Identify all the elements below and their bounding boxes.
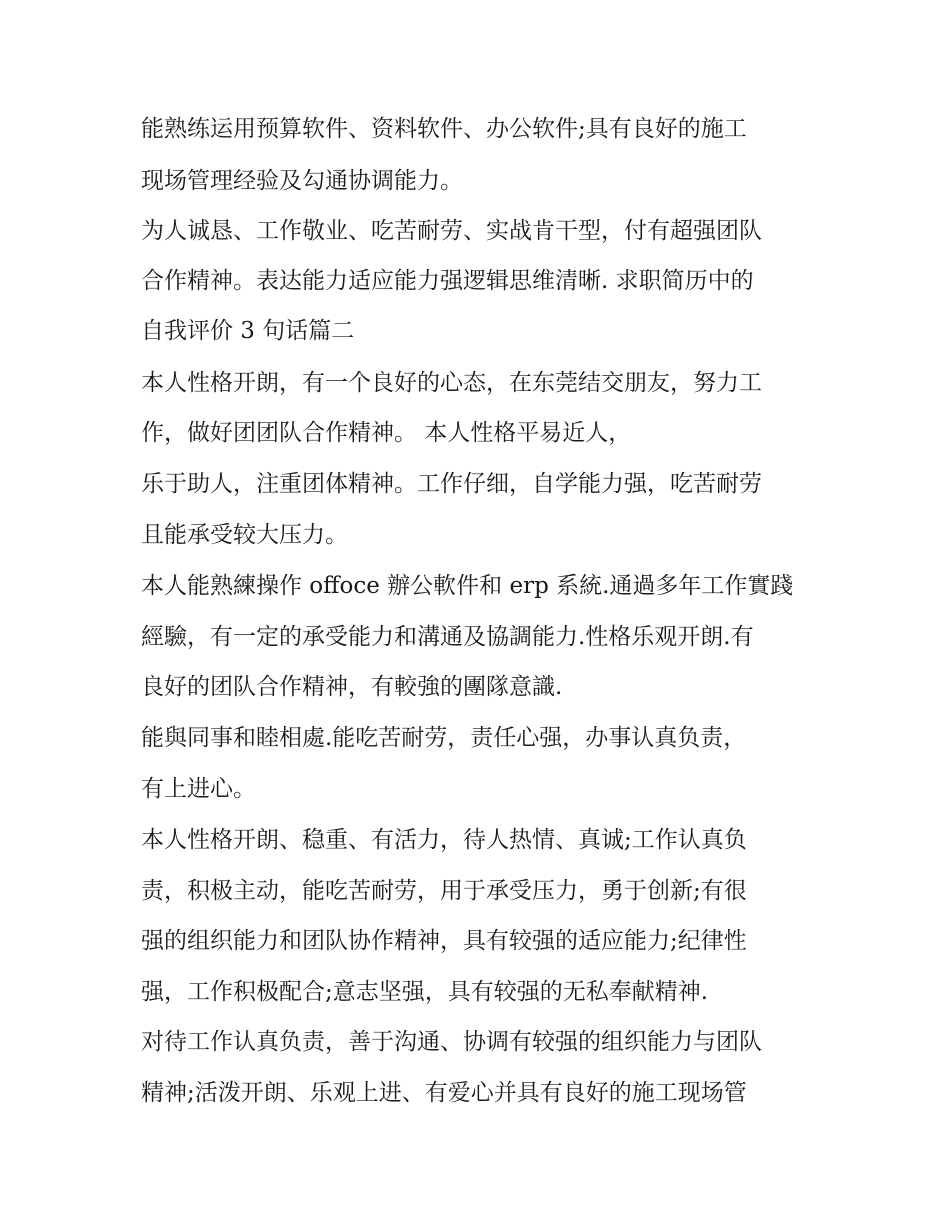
text-line: 有上进心。 bbox=[141, 776, 256, 802]
text-line: 强的组织能力和团队协作精神，具有较强的适应能力;纪律性 bbox=[141, 928, 747, 954]
text-line: 作，做好团团队合作精神。 本人性格平易近人， bbox=[141, 420, 632, 446]
text-line: 责，积极主动，能吃苦耐劳，用于承受压力，勇于创新;有很 bbox=[141, 878, 747, 904]
text-line: 乐于助人，注重团体精神。工作仔细，自学能力强，吃苦耐劳 bbox=[141, 471, 762, 497]
text-line: 精神;活泼开朗、乐观上进、有爱心并具有良好的施工现场管 bbox=[141, 1080, 747, 1106]
text-line: 本人性格开朗、稳重、有活力，待人热情、真诚;工作认真负 bbox=[141, 827, 747, 853]
text-line: 能熟练运用预算软件、资料软件、办公软件;具有良好的施工 bbox=[141, 116, 747, 142]
text-line: 能與同事和睦相處.能吃苦耐劳，责任心强，办事认真负责， bbox=[141, 725, 747, 751]
text-line: 自我评价 3 句话篇二 bbox=[141, 318, 355, 344]
text-line: 且能承受较大压力。 bbox=[141, 522, 348, 548]
text-line: 对待工作认真负责，善于沟通、协调有较强的组织能力与团队 bbox=[141, 1029, 762, 1055]
text-line: 良好的团队合作精神，有較強的團隊意識. bbox=[141, 674, 563, 700]
text-line: 强，工作积极配合;意志坚强，具有较强的无私奉献精神. bbox=[141, 979, 709, 1005]
text-line: 为人诚恳、工作敬业、吃苦耐劳、实战肯干型，付有超强团队 bbox=[141, 218, 762, 244]
text-line: 合作精神。表达能力适应能力强逻辑思维清晰. 求职简历中的 bbox=[141, 268, 754, 294]
text-line: 本人性格开朗，有一个良好的心态，在东莞结交朋友，努力工 bbox=[141, 370, 762, 396]
text-line: 现场管理经验及勾通协调能力。 bbox=[141, 168, 463, 194]
text-line: 經驗，有一定的承受能力和溝通及協調能力.性格乐观开朗.有 bbox=[141, 624, 754, 650]
text-line: 本人能熟練操作 offoce 辦公軟件和 erp 系統.通過多年工作實踐 bbox=[141, 573, 794, 599]
